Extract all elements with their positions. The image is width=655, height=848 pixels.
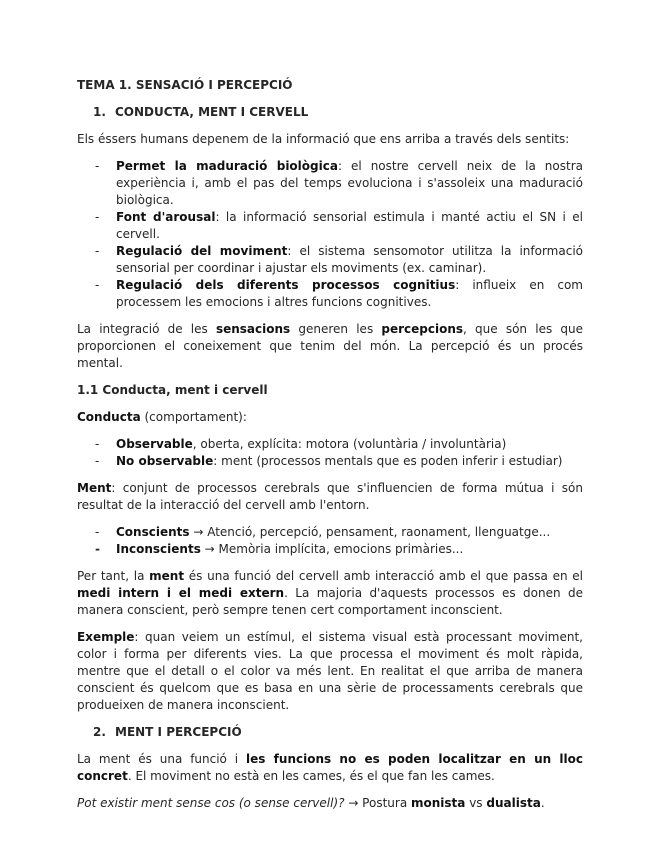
- text-run: → Postura: [344, 796, 411, 810]
- list-item: [77, 436, 583, 453]
- text-run: La ment és una funció i: [77, 752, 247, 766]
- text-run: vs: [465, 796, 487, 810]
- text-run: . La majoria d'aquests processos es donen de manera conscient, però sempre tenen cert comportament inconscient.: [77, 586, 584, 617]
- list-item: [77, 524, 583, 541]
- list-marker: -: [95, 159, 100, 173]
- list-item-text: : el nostre cervell neix de la nostra experiència i, amb el pas del temps evoluciona i s'assoleix una maduració biològica.: [116, 159, 583, 207]
- text-run: Per tant, la: [77, 569, 150, 583]
- list-marker: -: [95, 525, 100, 539]
- bold-term: dualista: [486, 796, 541, 810]
- text-run: , que són les que proporcionen el coneixement que tenim del món. La percepció és un procés mental.: [77, 322, 583, 370]
- list-item: [77, 243, 583, 277]
- list-item: [77, 453, 583, 470]
- ment-definition: [77, 480, 583, 514]
- list-item: [77, 209, 583, 243]
- list-marker: -: [95, 278, 100, 292]
- section-number: 1.: [93, 105, 106, 119]
- text-run: : conjunt de processos cerebrals que s'influencien de forma mútua i són resultat de la interacció del cervell amb l'entorn.: [77, 481, 583, 512]
- section-number: 2.: [93, 725, 106, 739]
- list-item: [77, 277, 583, 311]
- section-heading-1: [93, 104, 583, 121]
- bold-term: Ment: [77, 481, 112, 495]
- list-item-text: : el sistema sensomotor utilitza la informació sensorial per coordinar i ajustar els moviments (ex. caminar).: [116, 244, 583, 275]
- list-marker: -: [95, 437, 100, 451]
- conducta-definition: [77, 409, 583, 426]
- list-item-text: : ment (processos mentals que es poden inferir i estudiar): [213, 454, 563, 468]
- list-item-term: Regulació dels diferents processos cognitius: [116, 278, 456, 292]
- list-marker: -: [95, 542, 100, 556]
- list-item-term: Regulació del moviment: [116, 244, 288, 258]
- text-run: és una funció del cervell amb interacció amb el que passa en el: [184, 569, 583, 583]
- document-title: TEMA 1. SENSACIÓ I PERCEPCIÓ: [77, 78, 293, 92]
- bold-term: ment: [149, 569, 185, 583]
- list-item-term: Conscients: [116, 525, 190, 539]
- list-item-term: No observable: [116, 454, 214, 468]
- list-item: [77, 158, 583, 209]
- bold-term: sensacions: [215, 322, 291, 336]
- integration-paragraph: [77, 321, 583, 372]
- text-run: .: [540, 796, 545, 810]
- section-heading-text: MENT I PERCEPCIÓ: [115, 725, 242, 739]
- list-marker: -: [95, 454, 100, 468]
- section-intro: Els éssers humans depenem de la informació que ens arriba a través dels sentits:: [77, 132, 570, 146]
- pertant-paragraph: [77, 568, 583, 619]
- text-run: La integració de les: [77, 322, 216, 336]
- list-marker: -: [95, 210, 100, 224]
- bold-term: Exemple: [77, 630, 135, 644]
- list-item-text: → Memòria implícita, emocions primàries...: [200, 542, 464, 556]
- senses-list: [77, 158, 583, 311]
- bold-term: medi intern i el medi extern: [77, 586, 285, 600]
- text-run: (comportament):: [140, 410, 247, 424]
- text-run: : quan veiem un estímul, el sistema visual està processant moviment, color i forma per diferents vies. La que processa el moviment és molt ràpida, mentre que el detall o el color va més lent. En realitat el que arriba de manera conscient és quelcom que es basa en una sèrie de processaments cerebrals que produeixen de manera inconscient.: [77, 630, 583, 712]
- subsection-heading: 1.1 Conducta, ment i cervell: [77, 383, 268, 397]
- list-item-term: Permet la maduració biològica: [116, 159, 338, 173]
- list-item-term: Font d'arousal: [116, 210, 216, 224]
- list-marker: -: [95, 244, 100, 258]
- exemple-paragraph: [77, 629, 583, 714]
- bold-term: percepcions: [381, 322, 464, 336]
- list-item-text: → Atenció, percepció, pensament, raonament, llenguatge...: [189, 525, 551, 539]
- list-item: [77, 541, 583, 558]
- monista-dualista-paragraph: [77, 795, 583, 812]
- conducta-list: [77, 436, 583, 470]
- text-run: . El moviment no està en les cames, és el que fan les cames.: [127, 769, 495, 783]
- bold-term: monista: [411, 796, 466, 810]
- section-heading-text: CONDUCTA, MENT I CERVELL: [115, 105, 309, 119]
- section-heading-2: [93, 724, 583, 741]
- list-item-term: Observable: [116, 437, 193, 451]
- text-run: generen les: [290, 322, 382, 336]
- list-item-text: : influeix en com processem les emocions i altres funcions cognitives.: [116, 278, 583, 309]
- bold-term: Conducta: [77, 410, 141, 424]
- list-item-term: Inconscients: [116, 542, 201, 556]
- ment-list: [77, 524, 583, 558]
- italic-question: Pot existir ment sense cos (o sense cervell)?: [77, 796, 345, 810]
- bold-term: les funcions no es poden localitzar en un lloc concret: [77, 752, 583, 783]
- list-item-text: : la informació sensorial estimula i manté actiu el SN i el cervell.: [116, 210, 583, 241]
- list-item-text: , oberta, explícita: motora (voluntària / involuntària): [192, 437, 507, 451]
- ment-funcio-paragraph: [77, 751, 583, 785]
